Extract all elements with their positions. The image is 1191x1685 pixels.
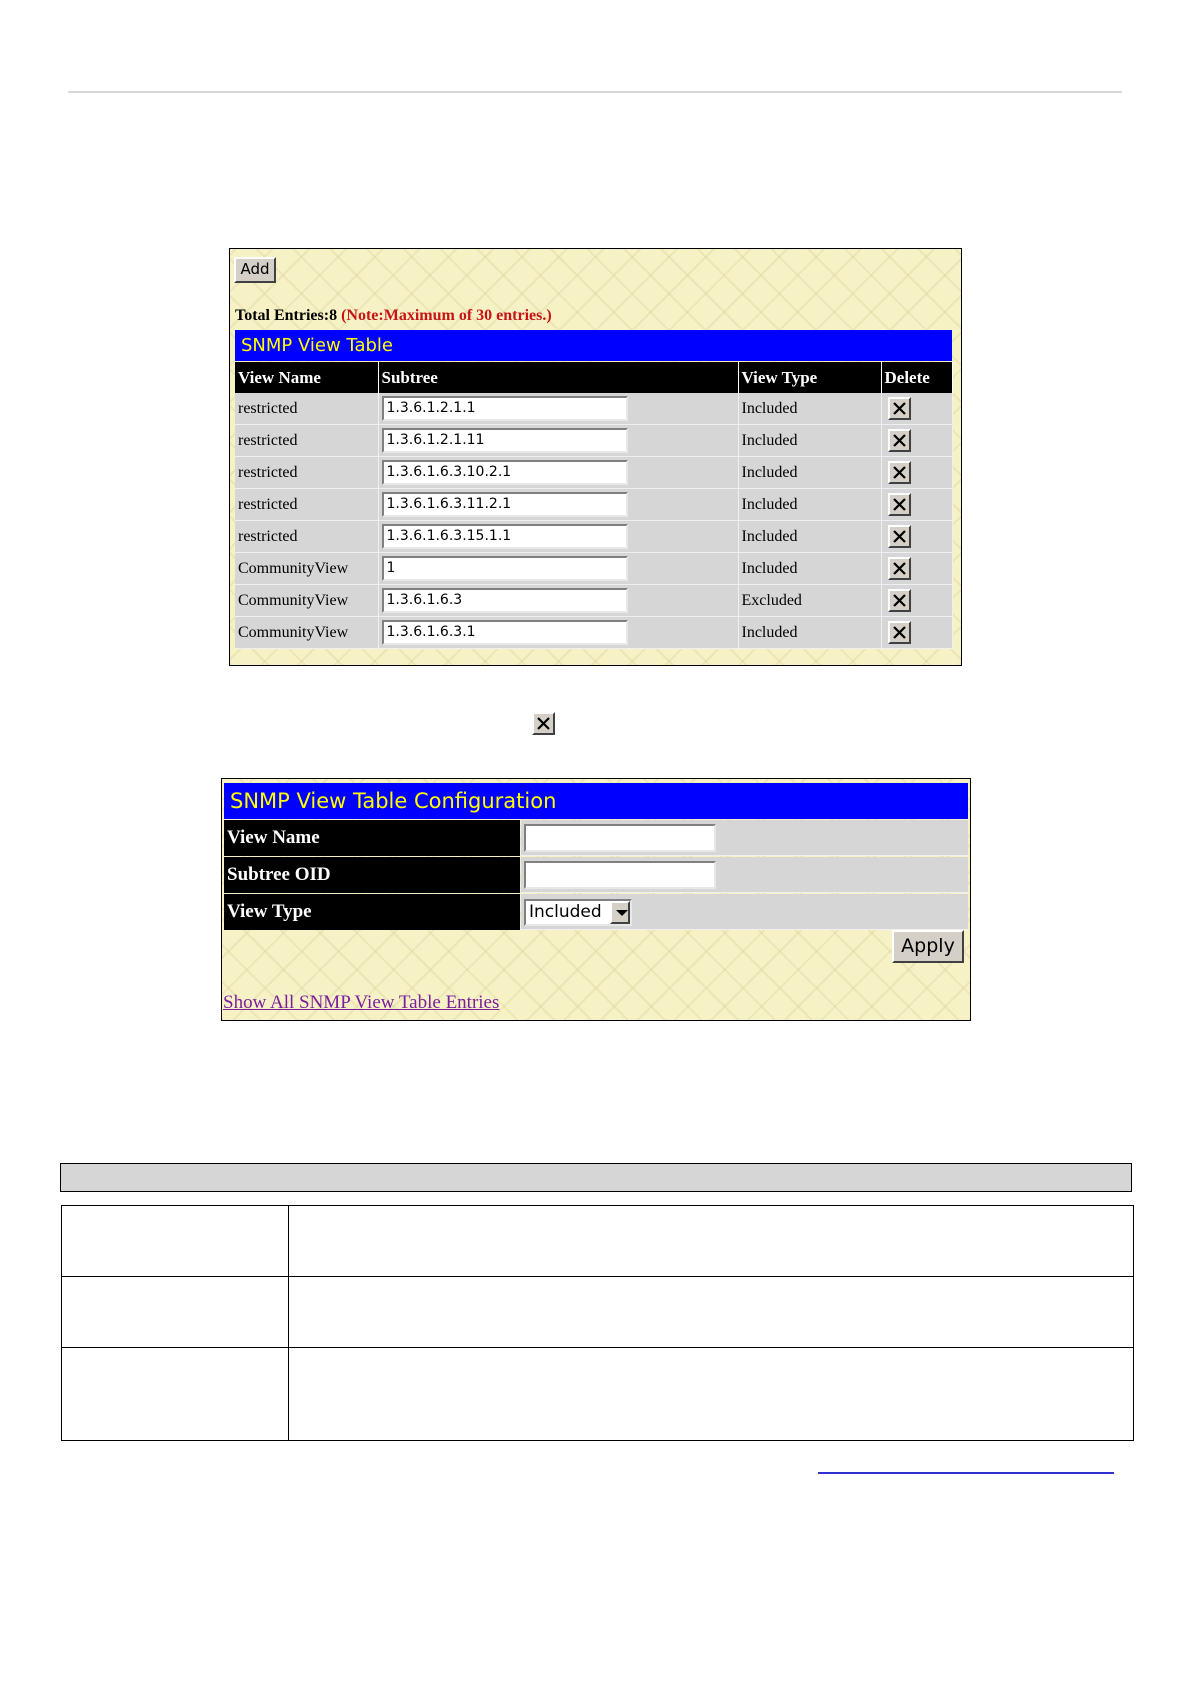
delete-x-icon[interactable] [888,397,911,420]
subtree-oid-input[interactable] [524,861,716,889]
column-header-subtree: Subtree [378,362,738,393]
delete-x-icon[interactable] [888,557,911,580]
delete-cell [881,617,952,649]
subtree-input[interactable]: 1.3.6.1.6.3 [382,588,628,613]
view-type-cell [521,894,968,930]
view-type-cell: Excluded [738,585,881,617]
subtree-cell [378,393,738,425]
view-name-cell: restricted [235,521,378,553]
delete-cell [881,393,952,425]
view-name-cell: CommunityView [235,553,378,585]
view-type-cell: Included [738,617,881,649]
description-term-cell [62,1277,289,1348]
total-entries-line [235,307,552,325]
table-row [235,521,952,553]
description-text-cell [289,1348,1134,1441]
delete-x-icon [532,712,555,735]
view-type-cell: Included [738,553,881,585]
table-body [235,393,952,649]
view-type-selected: Included [529,902,602,922]
delete-cell [881,489,952,521]
description-row [62,1206,1134,1277]
column-header-view-name: View Name [235,362,378,393]
view-type-select[interactable] [524,899,632,926]
subtree-cell [378,489,738,521]
view-name-input[interactable] [524,824,716,852]
apply-button[interactable]: Apply [892,930,964,963]
column-header-delete: Delete [881,362,952,393]
table-row [235,553,952,585]
view-name-cell: restricted [235,393,378,425]
subtree-input[interactable]: 1.3.6.1.6.3.1 [382,620,628,645]
view-name-cell: restricted [235,457,378,489]
add-button[interactable]: Add [234,257,276,283]
delete-x-icon[interactable] [888,461,911,484]
footer-link-underline[interactable] [818,1472,1114,1474]
subtree-cell [378,617,738,649]
subtree-cell [378,521,738,553]
subtree-cell [378,457,738,489]
table-row [235,425,952,457]
delete-cell [881,521,952,553]
delete-x-icon[interactable] [888,429,911,452]
subtree-oid-cell [521,857,968,893]
view-type-row [224,894,968,930]
view-type-cell: Included [738,425,881,457]
view-type-cell: Included [738,393,881,425]
total-entries: Total Entries:8 [235,307,338,324]
description-row [62,1348,1134,1441]
column-header-view-type: View Type [738,362,881,393]
delete-cell [881,425,952,457]
table-row [235,489,952,521]
dropdown-arrow-icon[interactable] [610,901,630,924]
description-text-cell [289,1277,1134,1348]
snmp-view-config-panel [221,778,971,1021]
page-divider [68,91,1122,93]
table-header-row [235,362,952,393]
subtree-input[interactable]: 1.3.6.1.6.3.10.2.1 [382,460,628,485]
subtree-input[interactable]: 1.3.6.1.2.1.11 [382,428,628,453]
table-row [235,585,952,617]
view-table-title: SNMP View Table [235,330,952,361]
view-name-cell: restricted [235,425,378,457]
description-table [61,1205,1134,1441]
subtree-cell [378,585,738,617]
config-title: SNMP View Table Configuration [224,783,968,819]
description-row [62,1277,1134,1348]
delete-cell [881,585,952,617]
subtree-cell [378,553,738,585]
max-entries-note: (Note:Maximum of 30 entries.) [341,307,552,324]
view-type-cell: Included [738,457,881,489]
subtree-oid-label: Subtree OID [224,857,520,893]
view-name-label: View Name [224,820,520,856]
view-name-row [224,820,968,856]
subtree-input[interactable]: 1.3.6.1.6.3.11.2.1 [382,492,628,517]
subtree-oid-row [224,857,968,893]
delete-x-icon[interactable] [888,493,911,516]
table-row [235,617,952,649]
subtree-input[interactable]: 1 [382,556,628,581]
delete-cell [881,553,952,585]
description-term-cell [62,1206,289,1277]
view-type-label: View Type [224,894,520,930]
description-table-header [60,1163,1132,1192]
table-row [235,393,952,425]
subtree-input[interactable]: 1.3.6.1.6.3.15.1.1 [382,524,628,549]
view-name-cell [521,820,968,856]
subtree-cell [378,425,738,457]
view-name-cell: CommunityView [235,617,378,649]
subtree-input[interactable]: 1.3.6.1.2.1.1 [382,396,628,421]
delete-cell [881,457,952,489]
view-name-cell: CommunityView [235,585,378,617]
delete-x-icon[interactable] [888,589,911,612]
show-all-entries-link[interactable]: Show All SNMP View Table Entries [223,992,500,1013]
view-type-cell: Included [738,521,881,553]
delete-x-icon[interactable] [888,525,911,548]
description-term-cell [62,1348,289,1441]
view-type-cell: Included [738,489,881,521]
snmp-view-table [235,362,953,649]
view-name-cell: restricted [235,489,378,521]
snmp-view-table-panel [229,248,962,666]
delete-x-icon[interactable] [888,621,911,644]
description-text-cell [289,1206,1134,1277]
table-row [235,457,952,489]
